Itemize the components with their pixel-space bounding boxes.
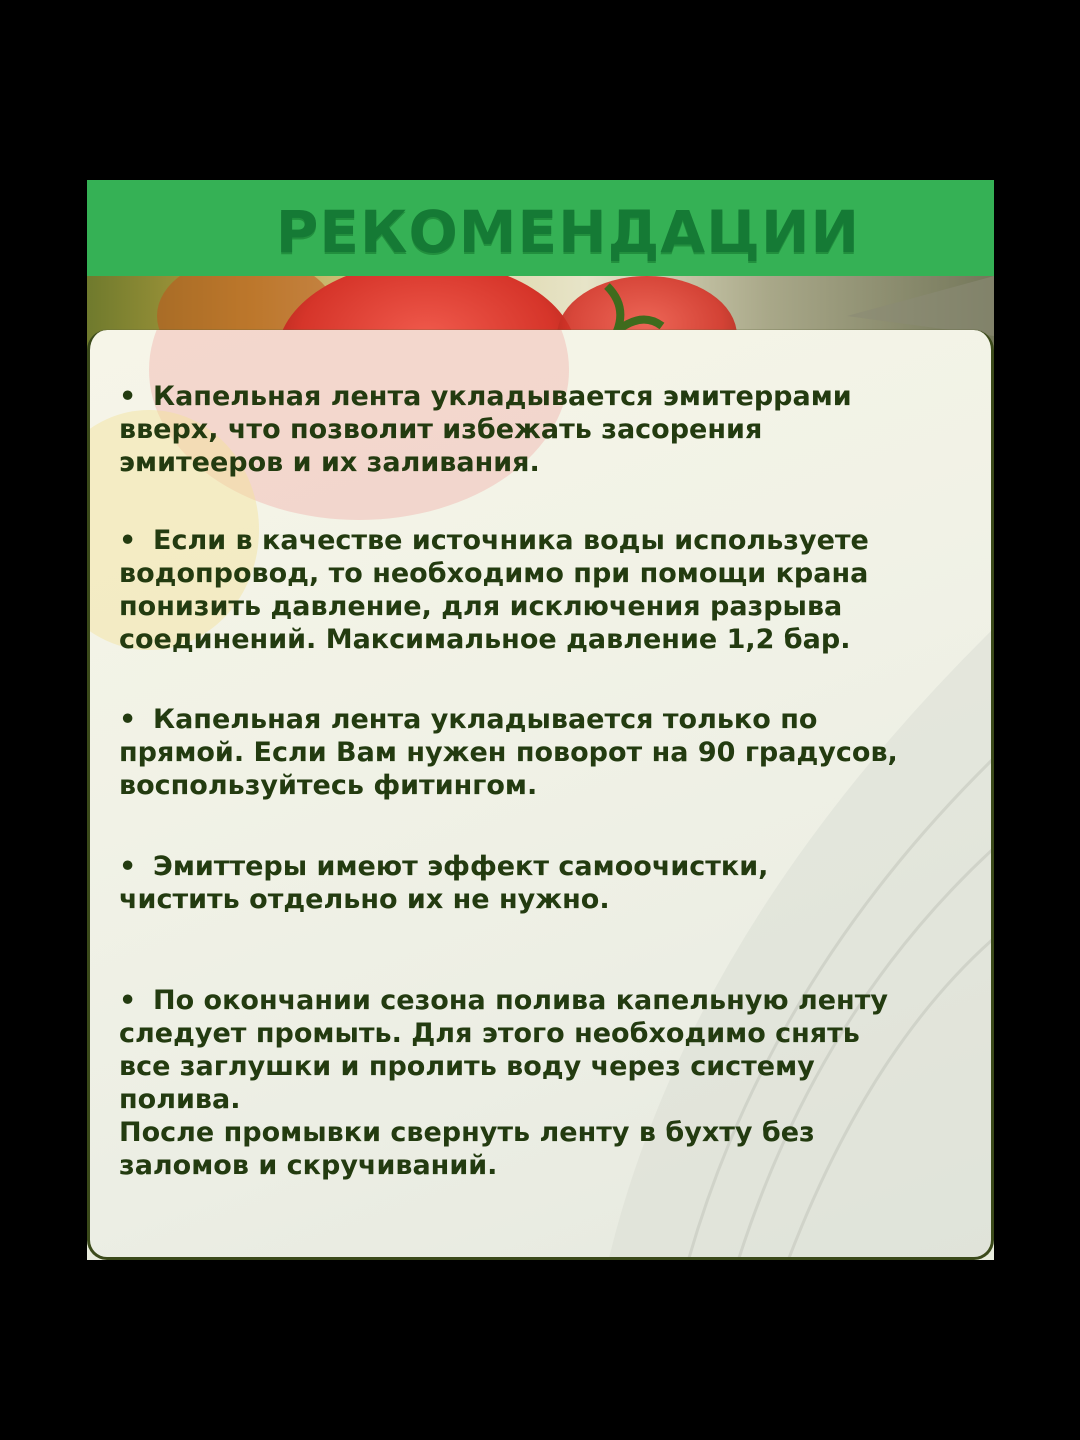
list-item-text: водопровод, то необходимо при помощи крана: [119, 558, 869, 589]
bullet-icon: •: [119, 851, 137, 882]
list-item-text: После промывки свернуть ленту в бухту без: [119, 1117, 815, 1148]
list-item: [119, 703, 898, 802]
list-item-text: прямой. Если Вам нужен поворот на 90 градусов,: [119, 737, 898, 768]
list-item-text: Эмиттеры имеют эффект самоочистки,: [153, 851, 769, 882]
list-item-text: все заглушки и пролить воду через систему: [119, 1051, 815, 1082]
list-item-text: следует промыть. Для этого необходимо снять: [119, 1018, 860, 1049]
bullet-icon: •: [119, 985, 137, 1016]
list-item-text: заломов и скручиваний.: [119, 1150, 498, 1181]
page-title: РЕКОМЕНДАЦИИ: [275, 198, 861, 266]
list-item-text: эмитееров и их заливания.: [119, 447, 540, 478]
list-item-text: Капельная лента укладывается только по: [153, 704, 818, 735]
recommendations-card: [87, 180, 994, 1260]
list-item-text: Если в качестве источника воды используете: [153, 525, 869, 556]
list-item-text: полива.: [119, 1084, 241, 1115]
list-item-text: По окончании сезона полива капельную ленту: [153, 985, 888, 1016]
list-item-text: Капельная лента укладывается эмитеррами: [153, 381, 852, 412]
list-item-text: понизить давление, для исключения разрыва: [119, 591, 843, 622]
list-item: [119, 524, 869, 656]
list-item-text: воспользуйтесь фитингом.: [119, 770, 538, 801]
list-item-text: соединений. Максимальное давление 1,2 бар.: [119, 624, 851, 655]
list-item: [119, 984, 888, 1182]
header-bar: [87, 180, 994, 276]
list-item: [119, 380, 852, 479]
bullet-icon: •: [119, 704, 137, 735]
bullet-icon: •: [119, 381, 137, 412]
bullet-icon: •: [119, 525, 137, 556]
list-item-text: вверх, что позволит избежать засорения: [119, 414, 763, 445]
list-item-text: чистить отдельно их не нужно.: [119, 884, 610, 915]
list-item: [119, 850, 768, 916]
